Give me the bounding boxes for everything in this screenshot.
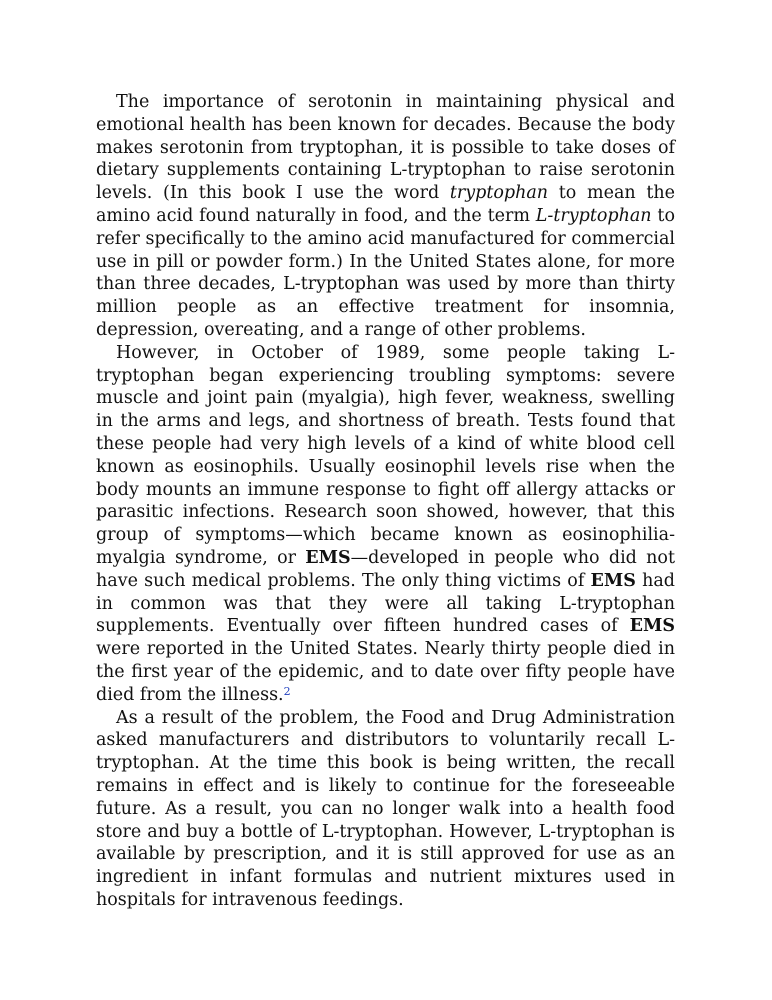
text-run: to mean the amino acid found naturally in food, and the term <box>96 183 675 226</box>
text-run: As a result of the problem, the Food and Drug Administration asked manufacturers and distributors to voluntarily recall L-tryptophan. At the time this book is being written, the recall remains in effect and is likely to continue for the foreseeable future. As a result, you can no longer walk into a health food store and buy a bottle of L-tryptophan. However, L-tryptophan is available by prescription, and it is still approved for use as an ingredient in infant formulas and nutrient mixtures used in hospitals for intravenous feedings. <box>96 707 675 910</box>
paragraph-serotonin-importance <box>96 91 675 342</box>
italic-term-l-tryptophan: L-tryptophan <box>535 205 652 226</box>
paragraph-ems-outbreak <box>96 342 675 707</box>
bold-term-ems: EMS <box>629 616 675 637</box>
text-run: were reported in the United States. Nearly thirty people died in the first year of the epidemic, and to date over fifty people have died from the illness. <box>96 639 675 705</box>
text-run: had in common was that they were all taking L-tryptophan supplements. Eventually over fifteen hundred cases of <box>96 570 675 637</box>
bold-term-ems: EMS <box>305 547 351 568</box>
bold-term-ems: EMS <box>590 570 636 591</box>
text-run: to refer specifically to the amino acid manufactured for commercial use in pill or powder form.) In the United States alone, for more than three decades, L-tryptophan was used by more than thirty million people as an effective treatment for insomnia, depression, overeating, and a range of other problems. <box>96 205 675 340</box>
italic-term-tryptophan: tryptophan <box>449 183 549 204</box>
text-run: However, in October of 1989, some people taking L-tryptophan began experiencing troubling symptoms: severe muscle and joint pain (myalgia), high fever, weakness, swelling in the arms and legs, and shortness of breath. Tests found that these people had very high levels of a kind of white blood cell known as eosinophils. Usually eosinophil levels rise when the body mounts an immune response to fight off allergy attacks or parasitic infections. Research soon showed, however, that this group of symptoms—which became known as eosinophilia-myalgia syndrome, or <box>96 342 675 568</box>
text-run: The importance of serotonin in maintaining physical and emotional health has been known for decades. Because the body makes serotonin from tryptophan, it is possible to take doses of dietary supplements containing L-tryptophan to raise serotonin levels. (In this book I use the word <box>96 92 675 204</box>
page-body <box>96 91 675 912</box>
paragraph-fda-recall <box>96 707 675 912</box>
footnote-link-2[interactable]: 2 <box>283 684 291 698</box>
text-run: —developed in people who did not have such medical problems. The only thing victims of <box>96 547 675 591</box>
